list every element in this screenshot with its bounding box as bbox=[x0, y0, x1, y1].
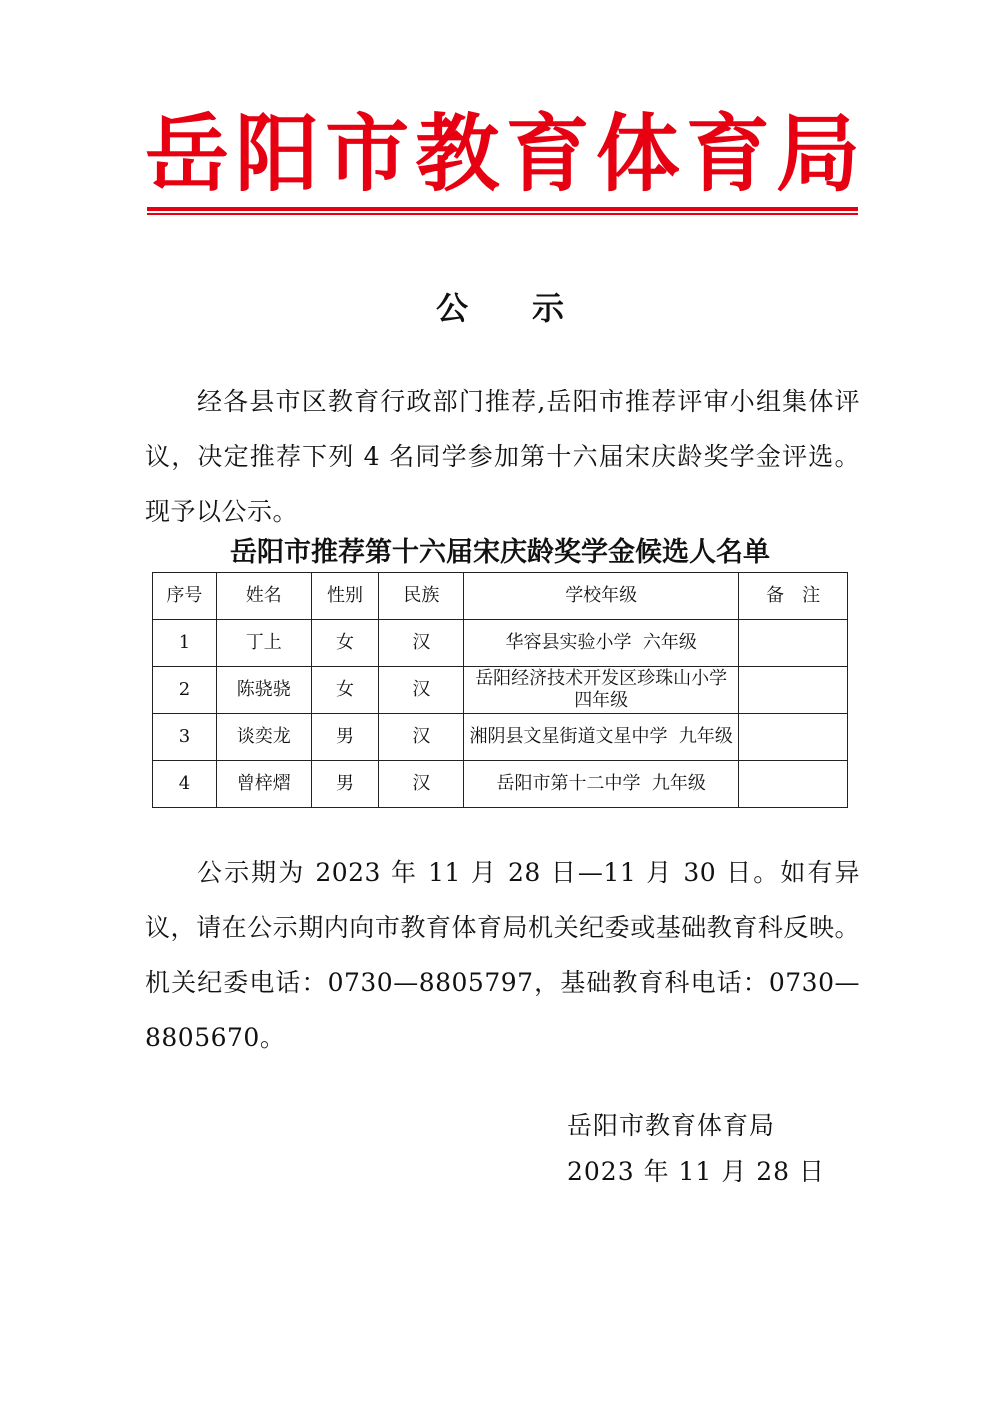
masthead-char: 局 bbox=[775, 104, 860, 203]
masthead-char: 阳 bbox=[235, 104, 320, 203]
header-cell: 序号 bbox=[153, 573, 217, 620]
table-cell: 女 bbox=[311, 667, 379, 714]
document-title: 公示 bbox=[435, 289, 628, 327]
table-cell: 岳阳经济技术开发区珍珠山小学四年级 bbox=[464, 667, 739, 714]
table-cell: 3 bbox=[153, 714, 217, 761]
table-cell bbox=[739, 714, 848, 761]
header-cell: 民族 bbox=[379, 573, 464, 620]
table-row bbox=[153, 761, 848, 808]
masthead-char: 教 bbox=[415, 104, 500, 203]
masthead-char: 岳 bbox=[145, 104, 230, 203]
masthead-divider-thick bbox=[147, 207, 858, 211]
signature-date: 2023 年 11 月 28 日 bbox=[567, 1157, 825, 1186]
masthead-char: 市 bbox=[325, 104, 410, 203]
masthead-divider-thin bbox=[147, 213, 858, 215]
table-cell: 华容县实验小学 六年级 bbox=[464, 620, 739, 667]
table-cell: 曾梓熠 bbox=[216, 761, 311, 808]
table-cell: 2 bbox=[153, 667, 217, 714]
table-row bbox=[153, 714, 848, 761]
table-cell: 汉 bbox=[379, 620, 464, 667]
notice-paragraph: 公示期为 2023 年 11 月 28 日—11 月 30 日。如有异议，请在公示期内向市教育体育局机关纪委或基础教育科反映。机关纪委电话：0730—8805797，基础教育科电话：0730—8805670。 bbox=[145, 858, 860, 1052]
header-cell: 性别 bbox=[311, 573, 379, 620]
masthead-char: 体 bbox=[595, 104, 680, 203]
table-cell bbox=[739, 761, 848, 808]
table-cell: 汉 bbox=[379, 761, 464, 808]
masthead-char: 育 bbox=[505, 104, 590, 203]
table-cell: 男 bbox=[311, 714, 379, 761]
table-row bbox=[153, 667, 848, 714]
intro-paragraph: 经各县市区教育行政部门推荐,岳阳市推荐评审小组集体评议，决定推荐下列 4 名同学参加第十六届宋庆龄奖学金评选。现予以公示。 bbox=[145, 387, 860, 526]
header-cell: 学校年级 bbox=[464, 573, 739, 620]
table-cell: 丁上 bbox=[216, 620, 311, 667]
table-row bbox=[153, 620, 848, 667]
table-title: 岳阳市推荐第十六届宋庆龄奖学金候选人名单 bbox=[230, 537, 770, 568]
header-cell: 备 注 bbox=[739, 573, 848, 620]
table-cell bbox=[739, 620, 848, 667]
candidate-table bbox=[152, 572, 848, 808]
table-cell: 陈骁骁 bbox=[216, 667, 311, 714]
signature-organization: 岳阳市教育体育局 bbox=[567, 1111, 776, 1140]
table-header-row bbox=[153, 573, 848, 620]
table-cell bbox=[739, 667, 848, 714]
table-cell: 男 bbox=[311, 761, 379, 808]
table-cell: 女 bbox=[311, 620, 379, 667]
masthead bbox=[145, 104, 860, 203]
table-cell: 汉 bbox=[379, 667, 464, 714]
header-cell: 姓名 bbox=[216, 573, 311, 620]
table-cell: 湘阴县文星街道文星中学 九年级 bbox=[464, 714, 739, 761]
masthead-char: 育 bbox=[685, 104, 770, 203]
table-cell: 谈奕龙 bbox=[216, 714, 311, 761]
table-cell: 汉 bbox=[379, 714, 464, 761]
table-cell: 4 bbox=[153, 761, 217, 808]
table-cell: 岳阳市第十二中学 九年级 bbox=[464, 761, 739, 808]
table-cell: 1 bbox=[153, 620, 217, 667]
